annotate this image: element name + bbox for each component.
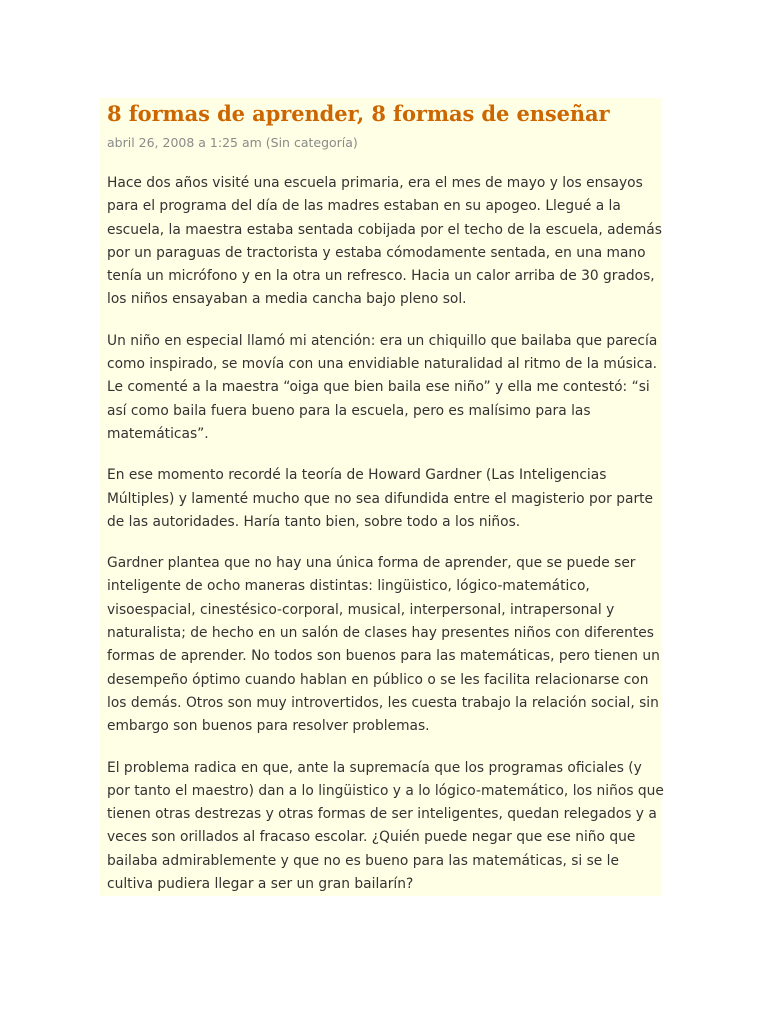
paragraph: Un niño en especial llamó mi atención: era un chiquillo que bailaba que parecía como inspirado, se movía con una envidiable naturalidad al ritmo de la música. Le comenté a la maestra “oiga que bien baila ese niño” y ella me contestó: “si así como baila fuera bueno para la escuela, pero es malísimo para las matemáticas”.	[107, 332, 658, 442]
post-title[interactable]: 8 formas de aprender, 8 formas de enseñar	[107, 101, 610, 126]
paragraph: El problema radica en que, ante la supremacía que los programas oficiales (y por tanto el maestro) dan a lo lingüistico y a lo lógico-matemático, los niños que tienen otras destrezas y otras formas de ser inteligentes, quedan relegados y a veces son orillados al fracaso escolar. ¿Quién puede negar que ese niño que bailaba admirablemente y que no es bueno para las matemáticas, si se le cultiva pudiera llegar a ser un gran bailarín?	[107, 759, 664, 893]
paragraph: Hace dos años visité una escuela primaria, era el mes de mayo y los ensayos para el programa del día de las madres estaban en su apogeo. Llegué a la escuela, la maestra estaba sentada cobijada por el techo de la escuela, además por un paraguas de tractorista y estaba cómodamente sentada, en una mano tenía un micrófono y en la otra un refresco. Hacia un calor arriba de 30 grados, los niños ensayaban a media cancha bajo pleno sol.	[107, 175, 662, 308]
paragraph: En ese momento recordé la teoría de Howard Gardner (Las Inteligencias Múltiples) y lamenté mucho que no sea difundida entre el magisterio por parte de las autoridades. Haría tanto bien, sobre todo a los niños.	[107, 467, 654, 530]
paragraph: Gardner plantea que no hay una única forma de aprender, que se puede ser inteligente de ocho maneras distintas: lingüistico, lógico-matemático, visoespacial, cinestésico-corporal, musical, interpersonal, intrapersonal y naturalista; de hecho en un salón de clases hay presentes niños con diferentes formas de aprender. No todos son buenos para las matemáticas, pero tienen un desempeño óptimo cuando hablan en público o se les facilita relacionarse con los demás. Otros son muy introvertidos, les cuesta trabajo la relación social, sin embargo son buenos para resolver problemas.	[107, 555, 660, 735]
blog-post	[100, 98, 662, 896]
post-meta: abril 26, 2008 a 1:25 am (Sin categoría)	[107, 135, 358, 150]
post-body	[107, 172, 662, 896]
